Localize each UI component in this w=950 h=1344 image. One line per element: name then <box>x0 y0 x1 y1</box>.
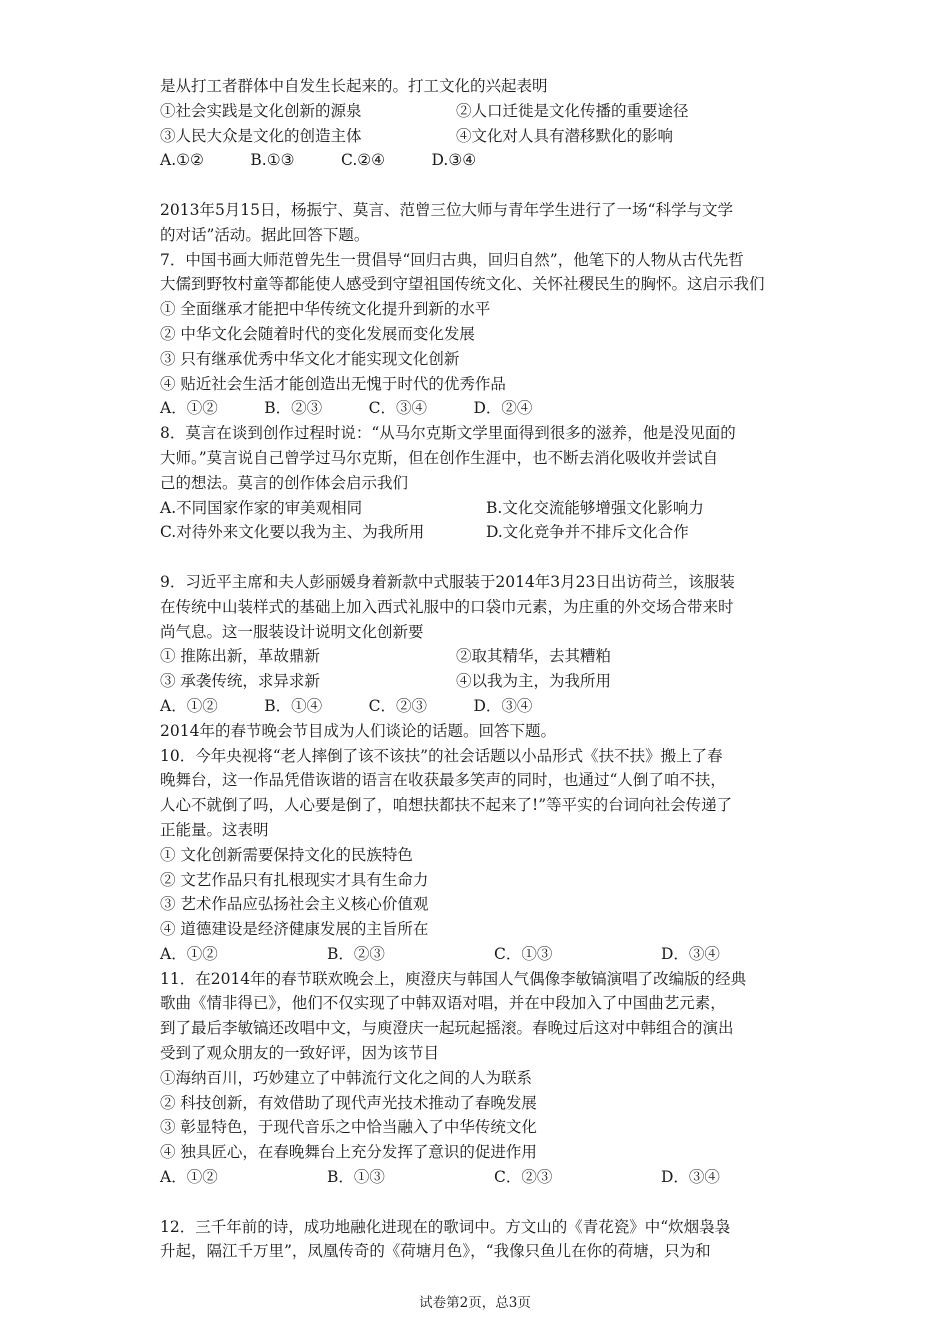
option-3: ③ 承袭传统，求异求新 <box>160 672 320 691</box>
option-3: ③人民大众是文化的创造主体 <box>160 126 362 145</box>
answer-choices: A．①② B．①④ C．②③ D．③④ <box>160 696 533 715</box>
answer-choices: A．①② B．②③ C．③④ D．②④ <box>160 399 533 418</box>
option-1: ① 文化创新需要保持文化的民族特色 <box>160 845 413 864</box>
choice-row <box>160 520 800 545</box>
text-line: 晚舞台，这一作品凭借诙谐的语言在收获最多笑声的同时，也通过“人倒了咱不扶， <box>160 771 726 790</box>
option-4: ④ 独具匠心，在春晚舞台上充分发挥了意识的促进作用 <box>160 1143 537 1162</box>
choice-c: C．①③ <box>494 944 553 963</box>
question-10: 10．今年央视将“老人摔倒了该不该扶”的社会话题以小品形式《扶不扶》搬上了春 <box>160 746 723 765</box>
text-line: 正能量。这表明 <box>160 820 269 839</box>
choice-b: B.文化交流能够增强文化影响力 <box>486 498 704 517</box>
option-4: ④ 道德建设是经济健康发展的主旨所在 <box>160 920 429 939</box>
option-4: ④以我为主，为我所用 <box>456 672 612 691</box>
text-line: 到了最后李敏镐还改唱中文，与庾澄庆一起玩起摇滚。春晚过后这对中韩组合的演出 <box>160 1019 734 1038</box>
question-8: 8．莫言在谈到创作过程时说：“从马尔克斯文学里面得到很多的滋养，他是没见面的 <box>160 424 736 443</box>
option-1: ① 全面继承才能把中华传统文化提升到新的水平 <box>160 300 491 319</box>
option-3: ③ 只有继承优秀中华文化才能实现文化创新 <box>160 349 460 368</box>
option-3: ③ 彰显特色，于现代音乐之中恰当融入了中华传统文化 <box>160 1118 537 1137</box>
text-line: 受到了观众朋友的一致好评，因为该节目 <box>160 1044 440 1063</box>
text-line: 大师。”莫言说自己曾学过马尔克斯，但在创作生涯中，也不断去消化吸收并尝试自 <box>160 448 719 467</box>
text-line: 的对话”活动。据此回答下题。 <box>160 225 370 244</box>
choice-a: A．①② <box>160 1168 218 1187</box>
text-line: 2013年5月15日，杨振宁、莫言、范曾三位大师与青年学生进行了一场“科学与文学 <box>160 200 733 219</box>
choice-d: D．③④ <box>661 944 720 963</box>
option-2: ② 科技创新，有效借助了现代声光技术推动了春晚发展 <box>160 1093 537 1112</box>
option-2: ② 中华文化会随着时代的变化发展而变化发展 <box>160 324 475 343</box>
choice-c: C.对待外来文化要以我为主、为我所用 <box>160 523 425 542</box>
text-line: 尚气息。这一服装设计说明文化创新要 <box>160 622 424 641</box>
choice-d: D．③④ <box>661 1168 720 1187</box>
choice-a: A.不同国家作家的审美观相同 <box>160 498 363 517</box>
option-row <box>160 644 800 669</box>
option-row <box>160 669 800 694</box>
option-3: ③ 艺术作品应弘扬社会主义核心价值观 <box>160 895 429 914</box>
text-line: 在传统中山装样式的基础上加入西式礼服中的口袋巾元素，为庄重的外交场合带来时 <box>160 597 734 616</box>
option-1: ①海纳百川，巧妙建立了中韩流行文化之间的人为联系 <box>160 1068 533 1087</box>
option-1: ① 推陈出新，革故鼎新 <box>160 647 320 666</box>
question-9: 9．习近平主席和夫人彭丽媛身着新款中式服装于2014年3月23日出访荷兰，该服装 <box>160 572 735 591</box>
text-line: 人心不就倒了吗，人心要是倒了，咱想扶都扶不起来了!”等平实的台词向社会传递了 <box>160 796 733 815</box>
choice-b: B．①③ <box>327 1168 385 1187</box>
page-footer: 试卷第2页，总3页 <box>419 1295 531 1311</box>
answer-choices: A.①② B.①③ C.②④ D.③④ <box>160 151 477 170</box>
option-4: ④ 贴近社会生活才能创造出无愧于时代的优秀作品 <box>160 374 506 393</box>
option-1: ①社会实践是文化创新的源泉 <box>160 101 362 120</box>
answer-choices <box>160 942 800 967</box>
text-line: 歌曲《情非得已》，他们不仅实现了中韩双语对唱，并在中段加入了中国曲艺元素， <box>160 994 726 1013</box>
exam-page-body <box>160 74 800 1264</box>
text-line: 己的想法。莫言的创作体会启示我们 <box>160 473 409 492</box>
answer-choices <box>160 1165 800 1190</box>
text-line: 是从打工者群体中自发生长起来的。打工文化的兴起表明 <box>160 77 548 95</box>
text-line: 大儒到野牧村童等都能使人感受到守望祖国传统文化、关怀社稷民生的胸怀。这启示我们 <box>160 275 765 294</box>
choice-a: A．①② <box>160 944 218 963</box>
option-row <box>160 99 800 124</box>
question-12: 12．三千年前的诗，成功地融化进现在的歌词中。方文山的《青花瓷》中“炊烟袅袅 <box>160 1217 731 1236</box>
text-line: 升起，隔江千万里”，凤凰传奇的《荷塘月色》，“我像只鱼儿在你的荷塘，只为和 <box>160 1242 711 1261</box>
choice-row <box>160 496 800 521</box>
choice-d: D.文化竞争并不排斥文化合作 <box>486 523 689 542</box>
question-7: 7．中国书画大师范曾先生一贯倡导“回归古典，回归自然”，他笔下的人物从古代先哲 <box>160 250 744 269</box>
option-row <box>160 124 800 149</box>
option-4: ④文化对人具有潜移默化的影响 <box>456 126 674 145</box>
text-line: 2014年的春节晚会节目成为人们谈论的话题。回答下题。 <box>160 721 556 740</box>
option-2: ②人口迁徙是文化传播的重要途径 <box>456 101 689 120</box>
question-11: 11．在2014年的春节联欢晚会上，庾澄庆与韩国人气偶像李敏镐演唱了改编版的经典 <box>160 969 747 988</box>
choice-b: B．②③ <box>327 944 385 963</box>
option-2: ②取其精华，去其糟粕 <box>456 647 612 666</box>
choice-c: C．②③ <box>494 1168 553 1187</box>
option-2: ② 文艺作品只有扎根现实才具有生命力 <box>160 870 429 889</box>
